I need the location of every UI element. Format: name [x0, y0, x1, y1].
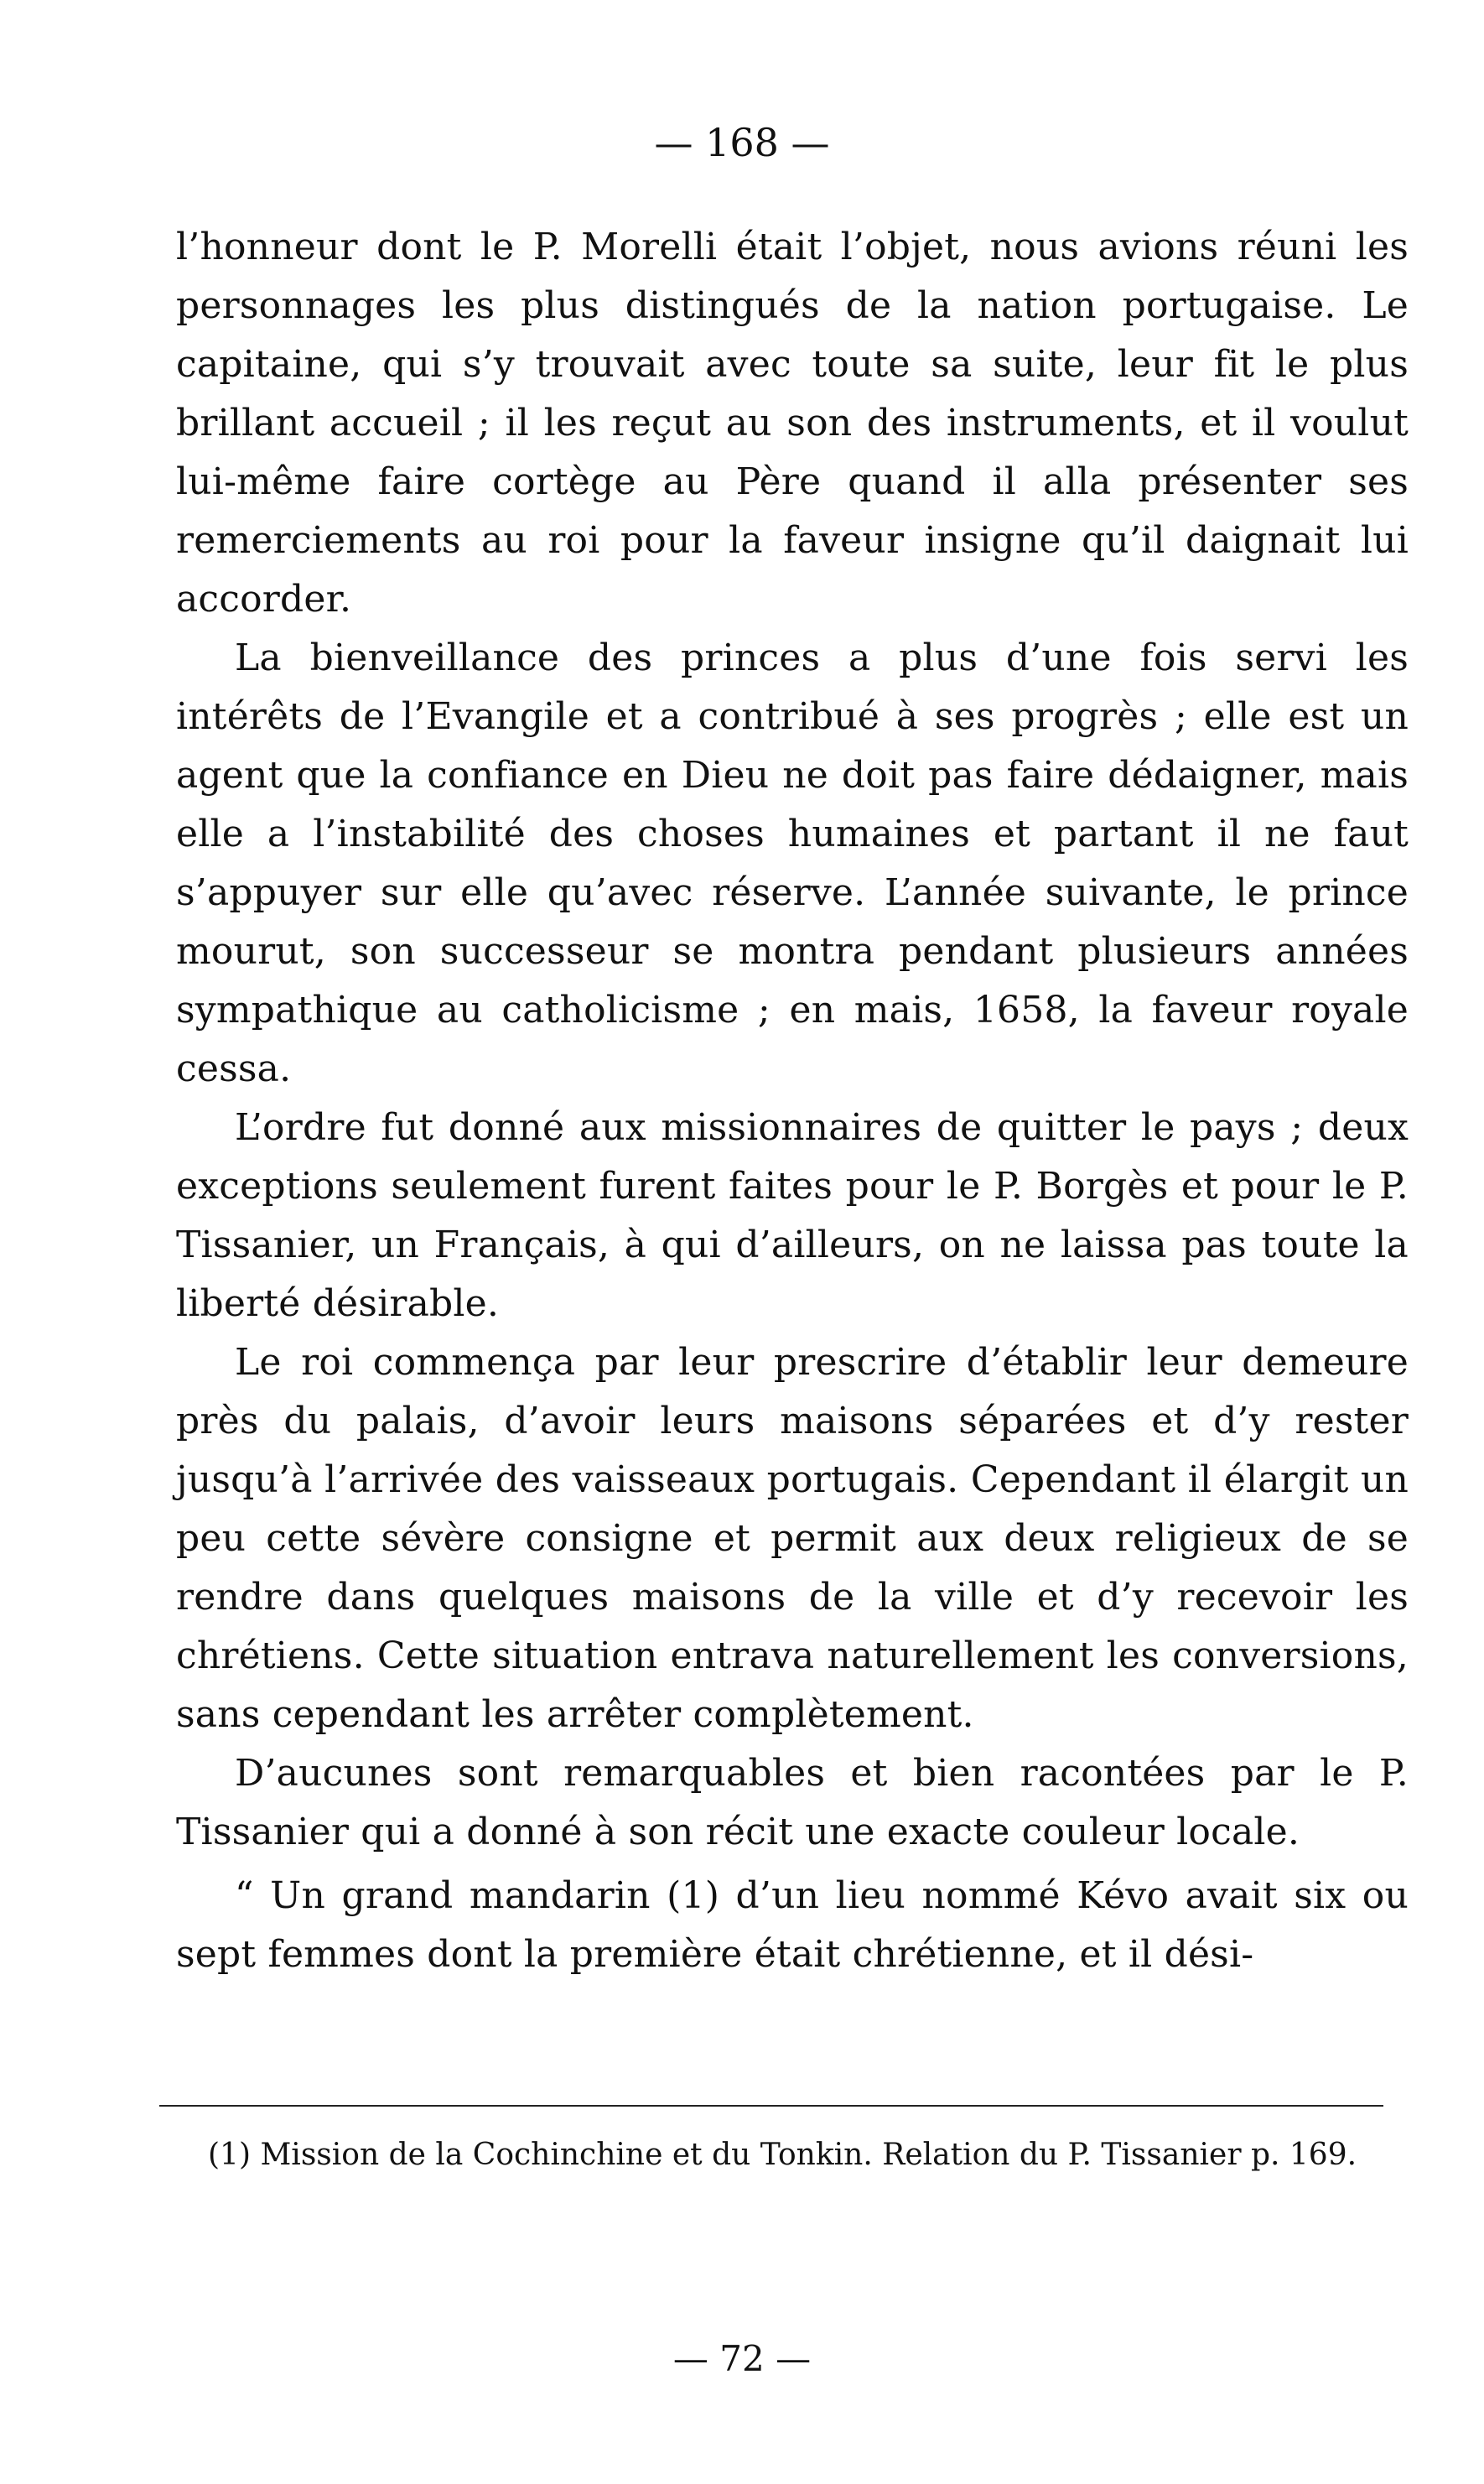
page-number-bottom: — 72 —	[672, 2338, 812, 2379]
page-number-top: — 168 —	[654, 120, 830, 165]
body-text	[176, 218, 1409, 1984]
footnote-text: (1) Mission de la Cochinchine et du Tonkin. Relation du P. Tissanier p. 169.	[208, 2138, 1357, 2172]
paragraph: La bienveillance des princes a plus d’une fois servi les intérêts de l’Evangile et a contribué à ses progrès ; elle est un agent que la confiance en Dieu ne doit pas faire dédaigner, mais elle a l’instabilité des choses humaines et partant il ne faut s’appuyer sur elle qu’avec réserve. L’année suivante, le prince mourut, son successeur se montra pendant plusieurs années sympathique au catholicisme ; en mais, 1658, la faveur royale cessa.	[176, 637, 1409, 1090]
paragraph: “ Un grand mandarin (1) d’un lieu nommé Kévo avait six ou sept femmes dont la première était chrétienne, et il dési-	[176, 1874, 1409, 1976]
paragraph: l’honneur dont le P. Morelli était l’objet, nous avions réuni les personnages les plus distingués de la nation portugaise. Le capitaine, qui s’y trouvait avec toute sa suite, leur fit le plus brillant accueil ; il les reçut au son des instruments, et il voulut lui-même faire cortège au Père quand il alla présenter ses remerciements au roi pour la faveur insigne qu’il daignait lui accorder.	[176, 226, 1409, 621]
footnote-divider	[159, 2105, 1383, 2107]
paragraph: Le roi commença par leur prescrire d’établir leur demeure près du palais, d’avoir leurs maisons séparées et d’y rester jusqu’à l’arrivée des vaisseaux portugais. Cependant il élargit un peu cette sévère consigne et permit aux deux religieux de se rendre dans quelques maisons de la ville et d’y recevoir les chrétiens. Cette situation entrava naturellement les conversions, sans cependant les arrêter complètement.	[176, 1341, 1409, 1736]
paragraph: D’aucunes sont remarquables et bien racontées par le P. Tissanier qui a donné à son récit une exacte couleur locale.	[176, 1752, 1409, 1853]
paragraph: L’ordre fut donné aux missionnaires de quitter le pays ; deux exceptions seulement furent faites pour le P. Borgès et pour le P. Tissanier, un Français, à qui d’ailleurs, on ne laissa pas toute la liberté désirable.	[176, 1106, 1409, 1325]
footnote	[184, 2134, 1400, 2176]
